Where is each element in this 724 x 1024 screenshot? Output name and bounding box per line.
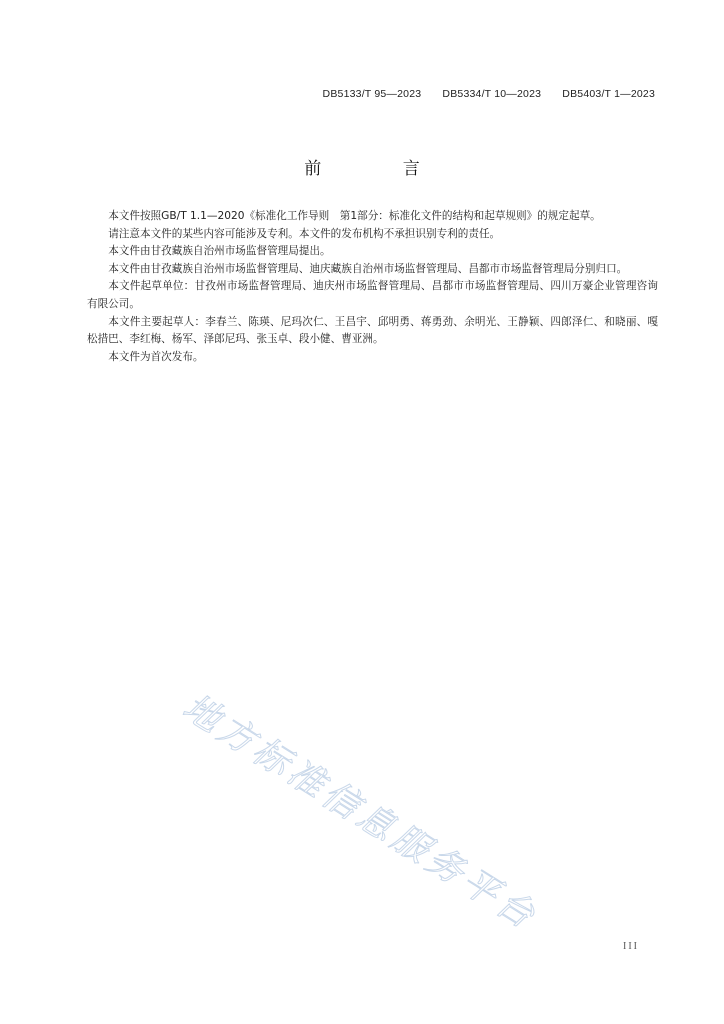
page-number: III (623, 941, 639, 952)
paragraph-proposer: 本文件由甘孜藏族自治州市场监督管理局提出。 (108, 245, 331, 258)
foreword-body (87, 208, 658, 366)
paragraph-patent-notice: 请注意本文件的某些内容可能涉及专利。本文件的发布机构不承担识别专利的责任。 (108, 227, 501, 240)
standard-code: DB5133/T 95—2023 (322, 88, 422, 100)
page-title: 前 言 (304, 159, 458, 179)
standard-codes-header (323, 88, 655, 100)
watermark: 地方标准信息服务平台 (175, 686, 545, 939)
standard-code: DB5334/T 10—2023 (442, 88, 542, 100)
paragraph-administrators: 本文件由甘孜藏族自治州市场监督管理局、迪庆藏族自治州市场监督管理局、昌都市市场监督管理局分别归口。 (108, 262, 628, 275)
paragraph-drafters: 本文件主要起草人：李春兰、陈瑛、尼玛次仁、王昌宇、邱明勇、蒋勇劲、余明光、王静颖、四郎泽仁、和晓丽、嘎松措巴、李红梅、杨军、泽郎尼玛、张玉卓、段小健、曹亚洲。 (87, 315, 658, 346)
paragraph-drafting-rules: 本文件按照GB/T 1.1—2020《标准化工作导则 第1部分：标准化文件的结构和起草规则》的规定起草。 (108, 210, 601, 222)
paragraph-first-release: 本文件为首次发布。 (108, 350, 204, 363)
standard-code: DB5403/T 1—2023 (562, 88, 655, 100)
paragraph-drafting-units: 本文件起草单位：甘孜州市场监督管理局、迪庆州市场监督管理局、昌都市市场监督管理局、四川万豪企业管理咨询有限公司。 (87, 280, 658, 310)
